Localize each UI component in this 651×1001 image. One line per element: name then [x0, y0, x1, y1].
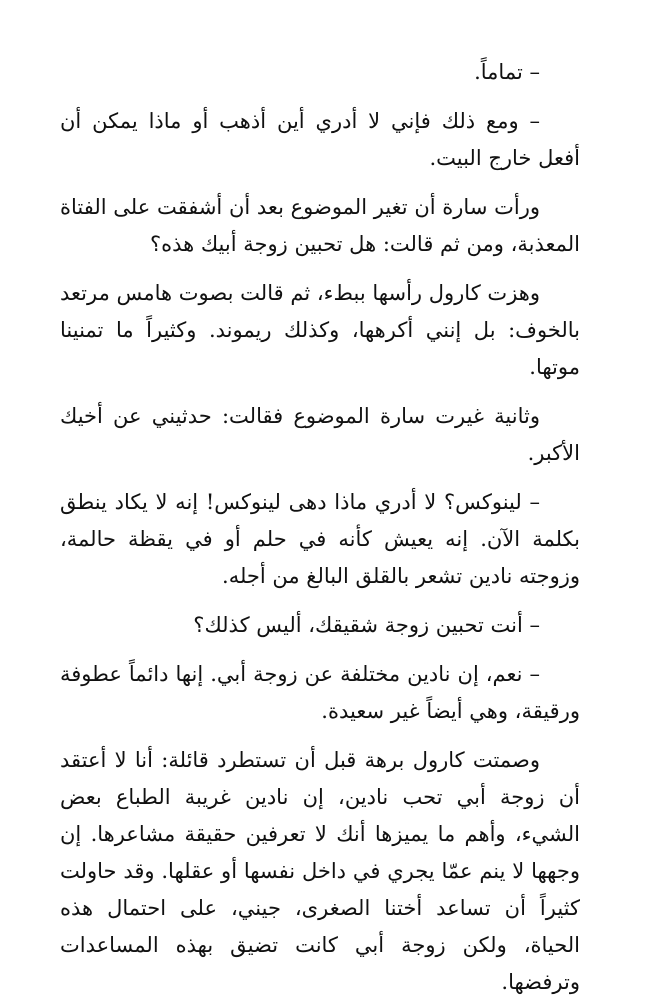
book-page [60, 54, 580, 1001]
paragraph-1: – تماماً. [474, 60, 540, 84]
paragraph-4: وهزت كارول رأسها ببطء، ثم قالت بصوت هامس مرتعد بالخوف: بل إنني أكرهها، وكذلك ريموند. وكثيراً ما تمنينا موتها. [60, 281, 580, 379]
paragraph-7: – أنت تحبين زوجة شقيقك، أليس كذلك؟ [193, 613, 540, 637]
paragraph-9: وصمتت كارول برهة قبل أن تستطرد قائلة: أنا لا أعتقد أن زوجة أبي تحب نادين، إن نادين غريبة الطباع بعض الشيء، وأهم ما يميزها أنك لا تعرفين حقيقة مشاعرها. إن وجهها لا ينم عمّا يجري في داخل نفسها أو عقلها. وقد حاولت كثيراً أن تساعد أختنا الصغرى، جيني، على احتمال هذه الحياة، ولكن زوجة أبي كانت تضيق بهذه المساعدات وترفضها. [60, 748, 580, 994]
paragraph-5: وثانية غيرت سارة الموضوع فقالت: حدثيني عن أخيك الأكبر. [60, 404, 580, 465]
paragraph-3: ورأت سارة أن تغير الموضوع بعد أن أشفقت على الفتاة المعذبة، ومن ثم قالت: هل تحبين زوجة أبيك هذه؟ [60, 195, 580, 256]
paragraph-8: – نعم، إن نادين مختلفة عن زوجة أبي. إنها دائماً عطوفة ورقيقة، وهي أيضاً غير سعيدة. [60, 662, 580, 723]
paragraph-6: – لينوكس؟ لا أدري ماذا دهى لينوكس! إنه لا يكاد ينطق بكلمة الآن. إنه يعيش كأنه في حلم أو في يقظة حالمة، وزوجته نادين تشعر بالقلق البالغ من أجله. [60, 490, 580, 588]
paragraph-2: – ومع ذلك فإني لا أدري أين أذهب أو ماذا يمكن أن أفعل خارج البيت. [60, 109, 580, 170]
